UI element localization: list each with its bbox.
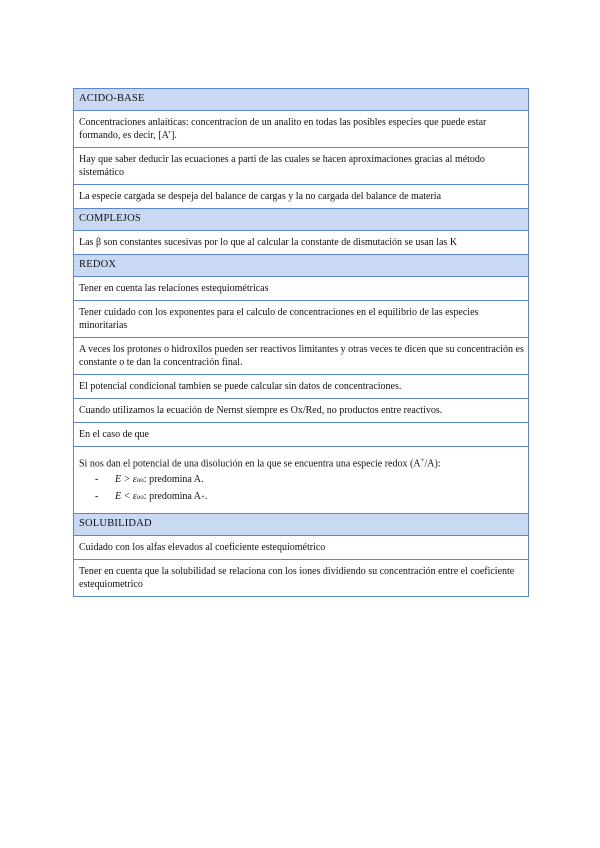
redox-potential-note: [74, 446, 528, 513]
redox-bullet-list: [79, 473, 524, 504]
note-row: El potencial condicional tambien se puede calcular sin datos de concentraciones.: [74, 374, 528, 398]
note-row: Cuando utilizamos la ecuación de Nernst siempre es Ox/Red, no productos entre reactivos.: [74, 398, 528, 422]
section-header-acido-base: ACIDO-BASE: [74, 89, 528, 110]
note-row: Concentraciones anlaíticas: concentracion de un analito en todas las posibles especies que puede estar formando, es decir, [A’].: [74, 110, 528, 147]
note-row: Las β son constantes sucesivas por lo que al calcular la constante de dismutación se usan las K: [74, 230, 528, 254]
redox-note-intro: Si nos dan el potencial de una disolución en la que se encuentra una especie redox (A+/A):: [79, 456, 441, 470]
note-row: Cuidado con los alfas elevados al coeficiente estequiométrico: [74, 535, 528, 559]
note-row: La especie cargada se despeja del balance de cargas y la no cargada del balance de materia: [74, 184, 528, 208]
section-header-complejos: COMPLEJOS: [74, 208, 528, 230]
list-item: - E > ε o o : predomina A.: [95, 474, 204, 486]
notes-table: [73, 88, 529, 597]
note-row: En el caso de que: [74, 422, 528, 446]
note-row: Tener en cuenta las relaciones estequiométricas: [74, 276, 528, 300]
note-row: Tener cuidado con los exponentes para el calculo de concentraciones en el equilibrio de las especies minoritarias: [74, 300, 528, 337]
note-row: Tener en cuenta que la solubilidad se relaciona con los iones dividiendo su concentración entre el coeficiente estequiometrico: [74, 559, 528, 596]
section-header-redox: REDOX: [74, 254, 528, 276]
list-item: - E < ε o o : predomina A + .: [95, 491, 208, 503]
note-row: A veces los protones o hidroxilos pueden ser reactivos limitantes y otras veces te dicen que su concentración es constante o te dan la concentración final.: [74, 337, 528, 374]
section-header-solubilidad: SOLUBILIDAD: [74, 513, 528, 535]
note-row: Hay que saber deducir las ecuaciones a parti de las cuales se hacen aproximaciones gracias al método sistemático: [74, 147, 528, 184]
